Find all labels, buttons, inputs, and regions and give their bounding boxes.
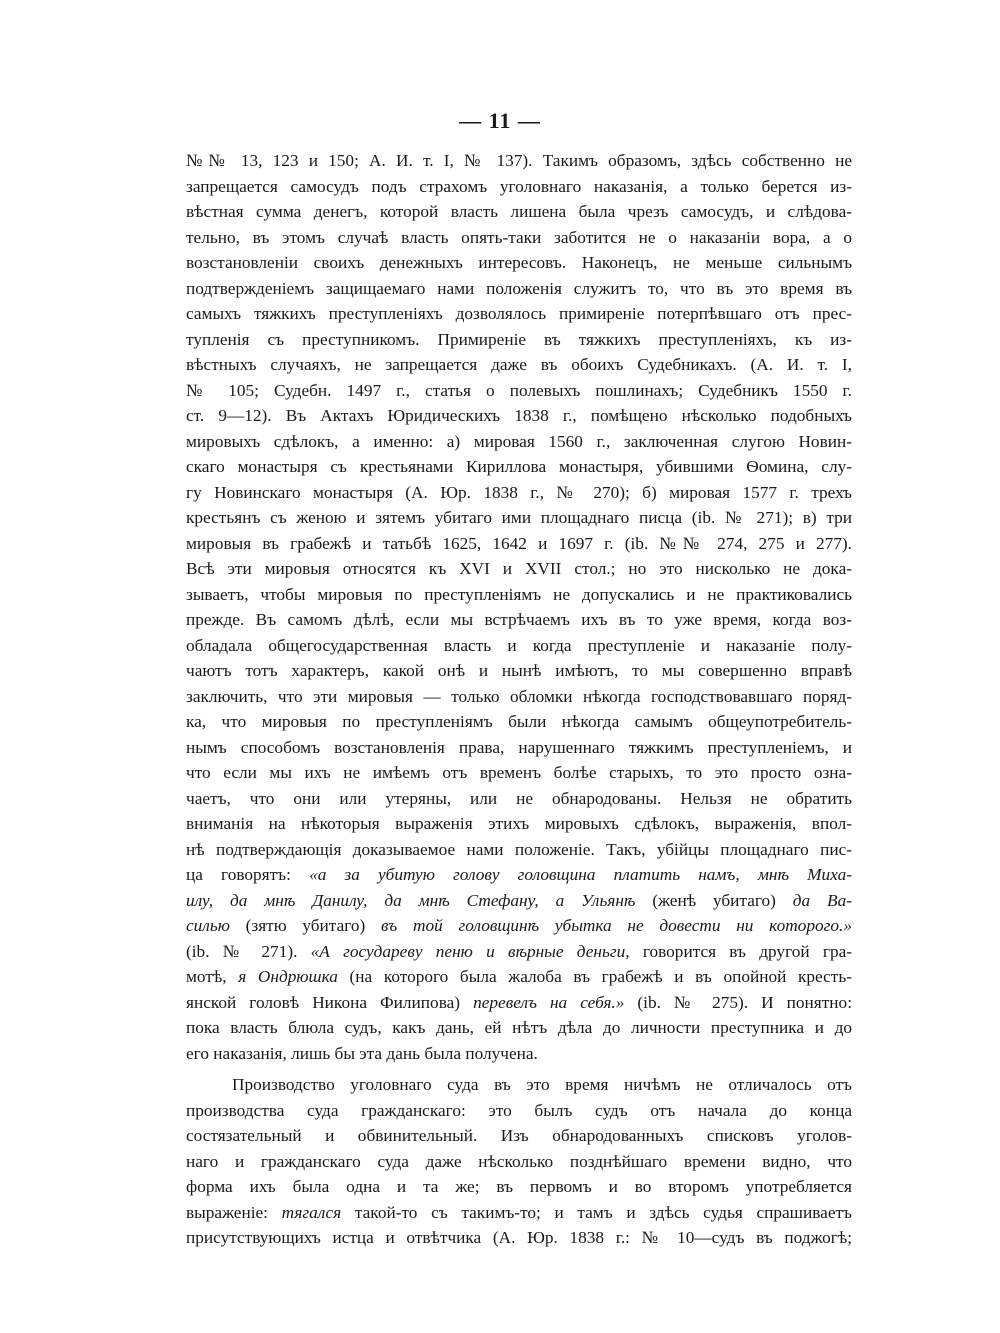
text-line: обладала общегосударственная власть и когда преступленіе и наказаніе полу- xyxy=(186,635,852,655)
text-run: (ib. № 271). xyxy=(186,941,311,961)
text-line: чаетъ, что они или утеряны, или не обнародованы. Нельзя не обратить xyxy=(186,788,852,808)
text-line: мировыя въ грабежѣ и татьбѣ 1625, 1642 и 1697 г. (ib. №№ 274, 275 и 277). xyxy=(186,533,852,553)
text-line: нымъ способомъ возстановленія права, нарушеннаго тяжкимъ преступленіемъ, и xyxy=(186,737,852,757)
text-line: Производство уголовнаго суда въ это время ничѣмъ не отличалось отъ xyxy=(232,1075,852,1094)
quote-text: силью xyxy=(186,916,230,935)
text-run: ца говорятъ: xyxy=(186,865,310,884)
body-text xyxy=(186,148,852,1251)
text-line: зываетъ, чтобы мировыя по преступленіямъ не допускались и не практиковались xyxy=(186,584,852,604)
text-run: (зятю убитаго) xyxy=(229,916,382,935)
paragraph-1 xyxy=(186,148,852,1066)
quote-text: «а за убитую голову головщина платить намъ, мнѣ Миха- xyxy=(309,865,852,884)
text-line: тупленія съ преступникомъ. Примиреніе въ тяжкихъ преступленіяхъ, къ из- xyxy=(186,329,852,349)
paragraph-2 xyxy=(186,1072,852,1251)
text-run: выраженіе: xyxy=(186,1202,282,1222)
text-line: тельно, въ этомъ случаѣ власть опять-таки заботится не о наказаніи вора, а о xyxy=(186,227,852,247)
text-line: вѣстная сумма денегъ, которой власть лишена была чрезъ самосудъ, и слѣдова- xyxy=(186,202,852,221)
text-run: говорится въ другой гра- xyxy=(629,941,853,961)
quote-text: перевелъ на себя.» xyxy=(473,992,625,1012)
text-line: самыхъ тяжкихъ преступленіяхъ дозволялось примиреніе потерпѣвшаго отъ прес- xyxy=(186,304,852,323)
text-line: присутствующихъ истца и отвѣтчика (А. Юр. 1838 г.: № 10—судъ въ поджогѣ; xyxy=(186,1228,852,1247)
text-line: что если мы ихъ не имѣемъ отъ временъ болѣе старыхъ, то это просто озна- xyxy=(186,763,852,782)
quote-text: я Ондрюшка xyxy=(238,967,338,986)
text-line: скаго монастыря съ крестьянами Кириллова монастыря, убившими Ѳомина, слу- xyxy=(186,457,852,476)
text-line xyxy=(186,939,852,965)
text-line: запрещается самосудъ подъ страхомъ уголовнаго наказанія, а только берется из- xyxy=(186,176,852,196)
text-line: №№ 13, 123 и 150; А. И. т. I, № 137). Такимъ образомъ, здѣсь собственно не xyxy=(186,151,852,170)
text-line: прежде. Въ самомъ дѣлѣ, если мы встрѣчаемъ ихъ въ то уже время, когда воз- xyxy=(186,610,852,629)
text-line xyxy=(186,964,852,990)
text-line: крестьянъ съ женою и зятемъ убитаго ими площаднаго писца (ib. № 271); в) три xyxy=(186,508,852,527)
page-number: — 11 — xyxy=(459,108,541,133)
text-line: заключить, что эти мировыя — только обломки нѣкогда господствовавшаго поряд- xyxy=(186,686,852,706)
text-run: такой-то съ такимъ-то; и тамъ и здѣсь судья спрашиваетъ xyxy=(341,1202,852,1222)
text-line: производства суда гражданскаго: это былъ судъ отъ начала до конца xyxy=(186,1100,852,1120)
text-run: (ib. № 275). И понятно: xyxy=(624,992,852,1012)
text-run: мотѣ, xyxy=(186,967,239,986)
text-line: вѣстныхъ случаяхъ, не запрещается даже въ обоихъ Судебникахъ. (А. И. т. I, xyxy=(186,355,852,374)
text-line xyxy=(186,888,852,914)
text-line: возстановленіи своихъ денежныхъ интересовъ. Наконецъ, не меньше сильнымъ xyxy=(186,253,852,272)
quote-text: въ той головщинѣ убытка не довести ни которого.» xyxy=(381,916,852,935)
quote-text: да Ва- xyxy=(792,890,853,910)
text-run: (на которого была жалоба въ грабежѣ и въ опойной кресть- xyxy=(337,967,852,986)
text-line xyxy=(186,913,852,939)
text-line: мировыхъ сдѣлокъ, а именно: а) мировая 1560 г., заключенная слугою Новин- xyxy=(186,431,852,451)
text-line: № 105; Судебн. 1497 г., статья о полевыхъ пошлинахъ; Судебникъ 1550 г. xyxy=(186,380,852,400)
text-line: форма ихъ была одна и та же; въ первомъ и во второмъ употребляется xyxy=(186,1177,852,1196)
text-line: подтвержденіемъ защищаемаго нами положенія служитъ то, что въ это время въ xyxy=(186,278,852,298)
quote-text: илу, да мнѣ Данилу, да мнѣ Стефану, а Ульянѣ xyxy=(186,890,636,910)
quote-text: «А государеву пеню и вѣрные деньги, xyxy=(310,941,630,961)
text-line xyxy=(186,990,852,1016)
text-run: (женѣ убитаго) xyxy=(635,890,793,910)
text-run: янской головѣ Никона Филипова) xyxy=(186,992,474,1012)
text-line: чаютъ тотъ характеръ, какой онѣ и нынѣ имѣютъ, то мы совершенно вправѣ xyxy=(186,661,852,680)
text-line: вниманія на нѣкоторыя выраженія этихъ мировыхъ сдѣлокъ, выраженія, впол- xyxy=(186,814,852,833)
text-line: состязательный и обвинительный. Изъ обнародованныхъ списковъ уголов- xyxy=(186,1126,852,1145)
text-line: пока власть блюла судъ, какъ дань, ей нѣтъ дѣла до личности преступника и до xyxy=(186,1018,852,1037)
text-line: его наказанія, лишь бы эта дань была получена. xyxy=(186,1043,538,1063)
text-line xyxy=(186,862,852,888)
quote-text: тягался xyxy=(281,1202,342,1222)
text-line: Всѣ эти мировыя относятся къ XVI и XVII стол.; но это нисколько не дока- xyxy=(186,559,852,578)
text-line xyxy=(186,1200,852,1226)
text-line: нѣ подтверждающія доказываемое нами положеніе. Такъ, убійцы площаднаго пис- xyxy=(186,839,852,859)
text-line: наго и гражданскаго суда даже нѣсколько позднѣйшаго времени видно, что xyxy=(186,1151,852,1171)
text-line: ка, что мировыя по преступленіямъ были нѣкогда самымъ общеупотребитель- xyxy=(186,712,852,731)
text-line: гу Новинскаго монастыря (А. Юр. 1838 г., № 270); б) мировая 1577 г. трехъ xyxy=(186,482,852,502)
text-line: ст. 9—12). Въ Актахъ Юридическихъ 1838 г., помѣщено нѣсколько подобныхъ xyxy=(186,406,852,425)
